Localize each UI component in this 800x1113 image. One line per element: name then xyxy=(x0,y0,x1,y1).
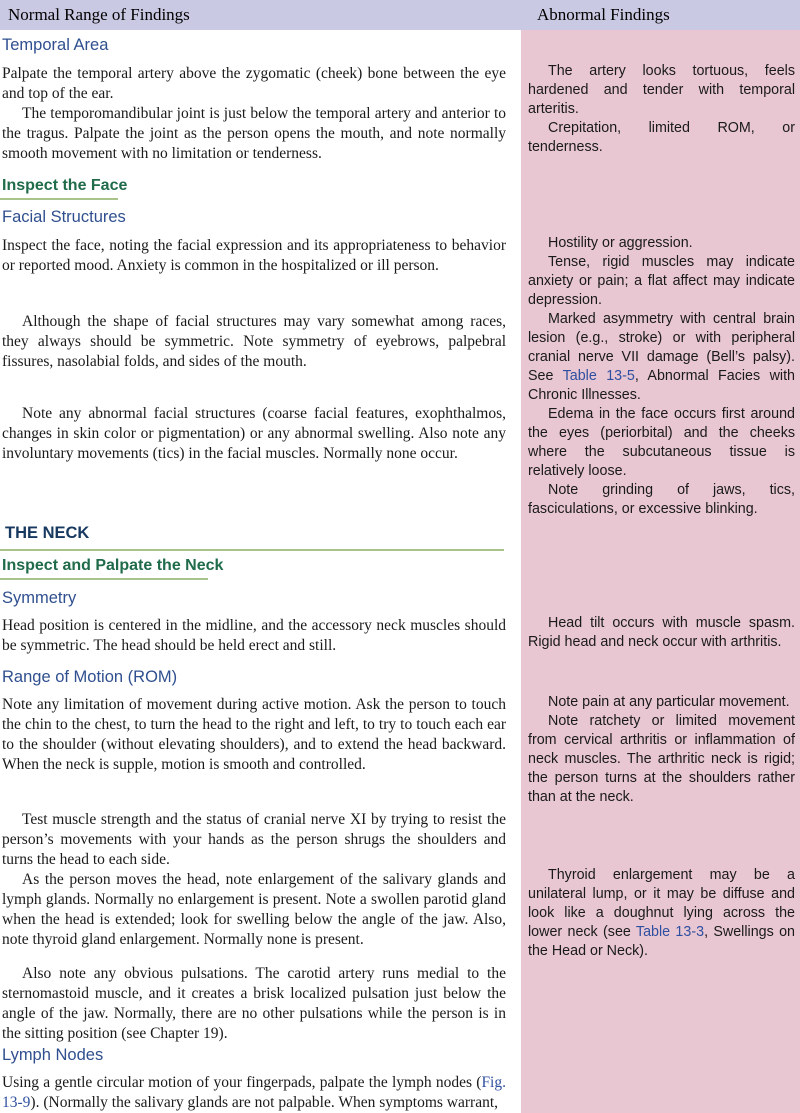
strength-and-glands-text xyxy=(2,810,506,950)
temporal-abnormal-1: The artery looks tortuous, feels hardened and tender with temporal arteritis. xyxy=(528,63,795,117)
pulsation-paragraph: Also note any obvious pulsations. The carotid artery runs medial to the sternomastoid muscle, and it creates a brisk localized pulsation just below the angle of the jaw. Normally, there are no other pulsations while the person is in the sitting position (see Chapter 19). xyxy=(2,965,506,1042)
rom-text xyxy=(2,695,506,775)
glands-paragraph: As the person moves the head, note enlargement of the salivary glands and lymph glands. Normally no enlargement is present. Note a swollen parotid gland when the head is extended; look for swelling below the angle of the jaw. Also, note thyroid gland enlargement. Normally none is present. xyxy=(2,871,506,948)
face-text-1: Inspect the face, noting the facial expression and its appropriateness to behavior or reported mood. Anxiety is common in the hospitalized or ill person. xyxy=(2,237,506,274)
normal-findings-header: Normal Range of Findings xyxy=(8,5,190,24)
face-paragraph-2 xyxy=(2,312,506,372)
thyroid-abnormal xyxy=(528,866,795,961)
temporal-paragraph-1: Palpate the temporal artery above the zygomatic (cheek) bone between the eye and top of the ear. xyxy=(2,65,506,102)
symmetry-abnormal xyxy=(528,614,795,652)
face-text-2: Although the shape of facial structures may vary somewhat among races, they always should be symmetric. Note symmetry of eyebrows, palpebral fissures, nasolabial folds, and sides of the mouth. xyxy=(2,313,506,370)
temporal-abnormal xyxy=(528,62,795,157)
fig-13-9-link[interactable]: Fig. 13-9 xyxy=(2,1074,506,1111)
section-rule xyxy=(0,549,504,551)
lymph-paragraph: Using a gentle circular motion of your fingerpads, palpate the lymph nodes (Fig. 13-9). (Normally the salivary glands are not palpable. When symptoms warrant, xyxy=(2,1074,506,1111)
temporal-text xyxy=(2,64,506,164)
inspect-face-heading: Inspect the Face xyxy=(2,177,128,194)
neck-section-title: THE NECK xyxy=(5,524,90,542)
face-paragraph-3 xyxy=(2,404,506,464)
symmetry-abnormal-text: Head tilt occurs with muscle spasm. Rigid head and neck occur with arthritis. xyxy=(528,615,795,650)
heading-underline xyxy=(0,198,118,200)
thyroid-abnormal-text: Thyroid enlargement may be a unilateral lump, or it may be diffuse and look like a doughnut lying across the lower neck (see Table 13-3, Swellings on the Head or Neck). xyxy=(528,867,795,959)
abnormal-findings-header: Abnormal Findings xyxy=(537,5,670,24)
table-13-5-link[interactable]: Table 13-5 xyxy=(562,368,635,384)
symmetry-paragraph: Head position is centered in the midline, and the accessory neck muscles should be symmetric. The head should be held erect and still. xyxy=(2,617,506,654)
lymph-text xyxy=(2,1073,506,1113)
symmetry-text xyxy=(2,616,506,656)
heading-underline xyxy=(0,578,208,580)
face-abnormal-1: Hostility or aggression. xyxy=(548,235,693,251)
temporal-abnormal-2: Crepitation, limited ROM, or tenderness. xyxy=(528,120,795,155)
pulsation-text xyxy=(2,964,506,1044)
face-text-3: Note any abnormal facial structures (coarse facial features, exophthalmos, changes in skin color or pigmentation) or any abnormal swelling. Also note any involuntary movements (tics) in the facial muscles. Normally none occur. xyxy=(2,405,506,462)
rom-paragraph: Note any limitation of movement during active motion. Ask the person to touch the chin to the chest, to turn the head to the right and left, to try to touch each ear to the shoulder (without elevating shoulders), and to extend the head backward. When the neck is supple, motion is smooth and controlled. xyxy=(2,696,506,773)
face-paragraph-1 xyxy=(2,236,506,276)
face-abnormal-3: Marked asymmetry with central brain lesion (e.g., stroke) or with peripheral cranial nerve VII damage (Bell’s palsy). See Table 13-5, Abnormal Facies with Chronic Illnesses. xyxy=(528,311,795,403)
temporal-paragraph-2: The temporomandibular joint is just below the temporal artery and anterior to the tragus. Palpate the joint as the person opens the mouth, and note normally smooth movement with no limitation or tenderness. xyxy=(2,105,506,162)
facial-structures-heading: Facial Structures xyxy=(2,208,126,226)
face-abnormal xyxy=(528,234,795,519)
symmetry-heading: Symmetry xyxy=(2,589,77,607)
inspect-palpate-neck-heading: Inspect and Palpate the Neck xyxy=(2,557,224,574)
face-abnormal-5: Note grinding of jaws, tics, fasciculations, or excessive blinking. xyxy=(528,482,795,517)
table-13-3-link[interactable]: Table 13-3 xyxy=(635,924,705,940)
table-header xyxy=(0,0,800,30)
rom-abnormal-1: Note pain at any particular movement. xyxy=(548,694,790,710)
rom-heading: Range of Motion (ROM) xyxy=(2,668,178,686)
face-abnormal-4: Edema in the face occurs first around the eyes (periorbital) and the cheeks where the subcutaneous tissue is relatively loose. xyxy=(528,406,795,479)
face-abnormal-2: Tense, rigid muscles may indicate anxiety or pain; a flat affect may indicate depression. xyxy=(528,254,795,308)
rom-abnormal xyxy=(528,693,795,807)
strength-paragraph: Test muscle strength and the status of cranial nerve XI by trying to resist the person’s movements with your hands as the person shrugs the shoulders and turns the head to each side. xyxy=(2,811,506,868)
rom-abnormal-2: Note ratchety or limited movement from cervical arthritis or inflammation of neck muscles. The arthritic neck is rigid; the person turns at the shoulders rather than at the neck. xyxy=(528,713,795,805)
lymph-nodes-heading: Lymph Nodes xyxy=(2,1046,104,1064)
temporal-area-heading: Temporal Area xyxy=(2,36,109,54)
